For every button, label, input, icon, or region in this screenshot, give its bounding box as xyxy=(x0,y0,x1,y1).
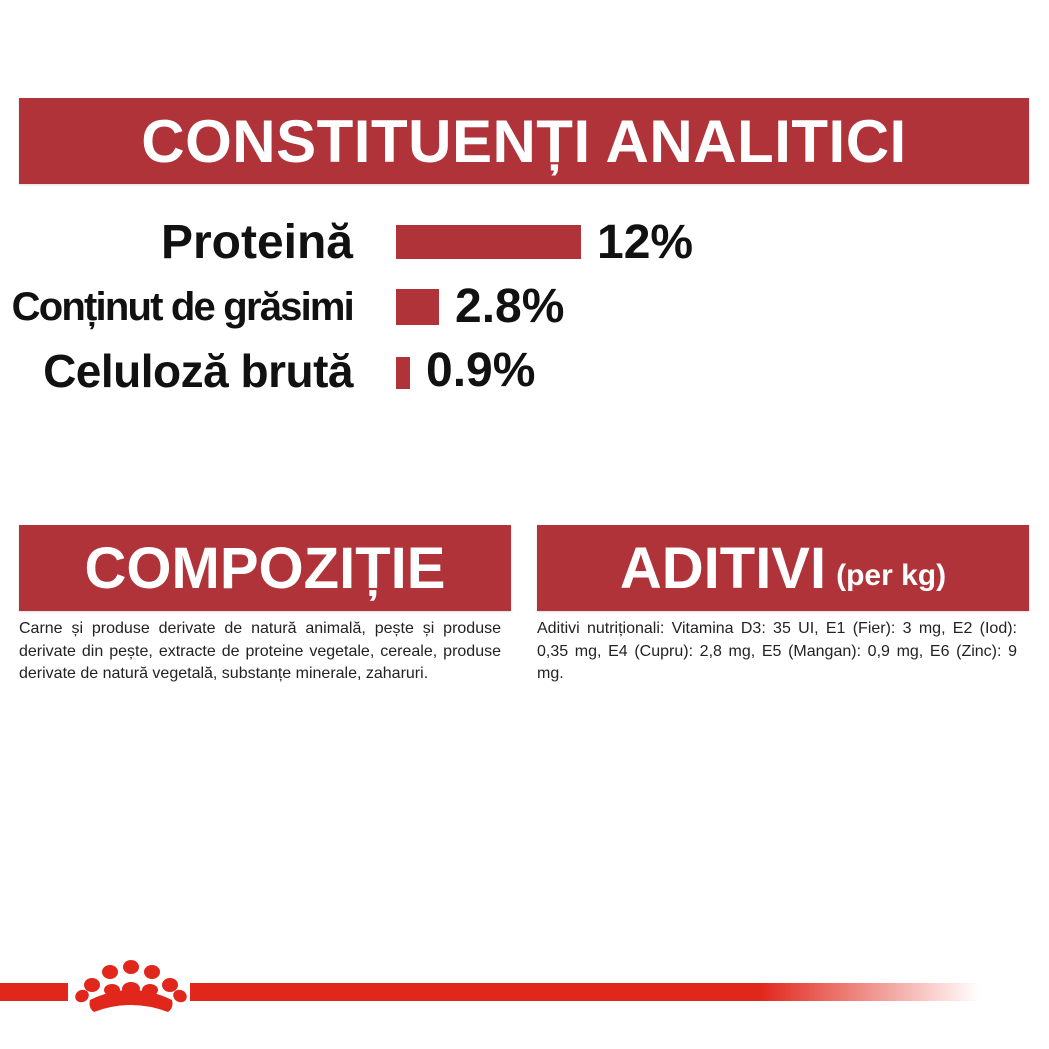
nutrient-label: Conținut de grăsimi xyxy=(11,285,353,329)
composition-text: Carne și produse derivate de natură animală, pește și produse derivate din pește, extracte de proteine vegetale, cereale, produse derivate de natură vegetală, substanțe minerale, zaharuri. xyxy=(19,620,501,682)
analytic-constituents-banner xyxy=(19,98,1029,184)
analytic-constituents-title: CONSTITUENȚI ANALITICI xyxy=(141,107,907,175)
nutrient-value: 2.8% xyxy=(455,280,565,333)
additives-subtitle: (per kg) xyxy=(836,559,947,592)
nutrient-row-protein xyxy=(0,213,1049,273)
nutrient-label: Proteină xyxy=(160,216,353,269)
composition-title: COMPOZIȚIE xyxy=(84,535,446,601)
nutrient-row-fat xyxy=(0,277,1049,337)
additives-text: Aditivi nutriționali: Vitamina D3: 35 UI, E1 (Fier): 3 mg, E2 (Iod): 0,35 mg, E4 (Cupru): 2,8 mg, E5 (Mangan): 0,9 mg, E6 (Zinc): 9 mg. xyxy=(537,620,1017,682)
royal-canin-crown-icon xyxy=(72,958,190,1020)
additives-banner xyxy=(537,525,1029,611)
footer-line-left xyxy=(0,983,68,1001)
nutrient-row-fibre xyxy=(0,341,1049,401)
footer-line-right xyxy=(190,983,980,1001)
nutrient-label: Celuloză brută xyxy=(43,345,353,397)
additives-title: ADITIVI xyxy=(619,535,827,601)
nutrient-bar xyxy=(396,289,439,325)
nutrient-value: 12% xyxy=(597,216,694,269)
nutrient-bar xyxy=(396,357,410,389)
nutrient-bar xyxy=(396,225,581,259)
nutrient-value: 0.9% xyxy=(426,344,536,397)
composition-banner xyxy=(19,525,511,611)
